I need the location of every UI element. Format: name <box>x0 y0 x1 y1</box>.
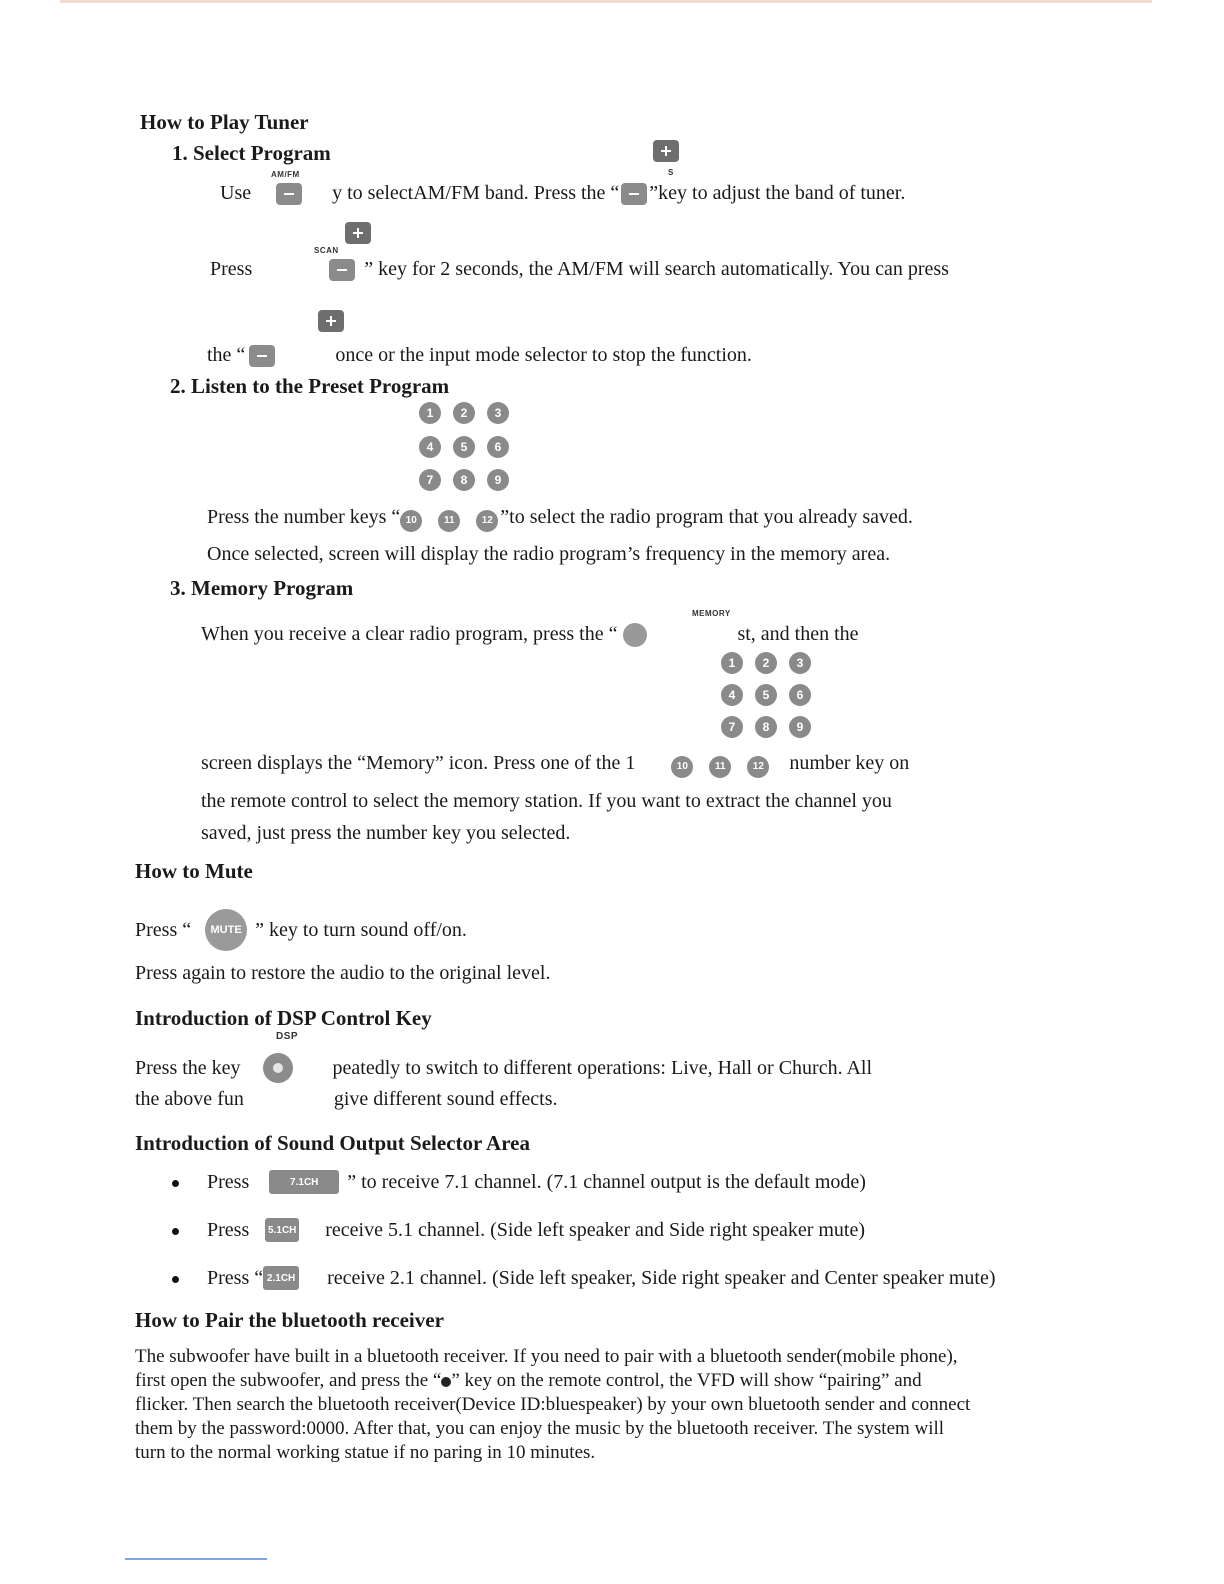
keypad-row-3 <box>413 469 515 491</box>
dsp-line1-a: Press the key <box>135 1056 241 1079</box>
heading-dsp: Introduction of DSP Control Key <box>135 1006 432 1030</box>
step1-line2-a: Press <box>210 258 253 280</box>
keypad-row-2 <box>715 684 817 706</box>
bluetooth-pair-icon <box>441 1377 451 1387</box>
step3-line2-a: screen displays the “Memory” icon. Press one of the 1 <box>201 752 636 774</box>
dsp-line2-a: the above fun <box>135 1088 244 1110</box>
heading-output-selector: Introduction of Sound Output Selector Area <box>135 1131 530 1155</box>
step3-line3: the remote control to select the memory station. If you want to extract the channel you <box>201 790 892 812</box>
step2-line1-a: Press the number keys “ <box>207 506 401 528</box>
number-key: 11 <box>438 510 460 532</box>
dsp-label: DSP <box>276 1031 299 1042</box>
keypad-row-1 <box>715 652 817 674</box>
output-text: receive 2.1 channel. (Side left speaker, Side right speaker and Center speaker mute) <box>327 1266 996 1289</box>
scan-label: SCAN <box>314 246 339 255</box>
keypad-row-3 <box>715 716 817 738</box>
step1-title: 1. Select Program <box>172 141 331 165</box>
step1-line2-b: ” key for 2 seconds, the AM/FM will search automatically. You can press <box>364 258 949 280</box>
stop-plus-key-icon <box>318 310 344 332</box>
dsp-key-icon <box>263 1053 293 1083</box>
bullet <box>172 1276 179 1283</box>
amfm-label: AM/FM <box>271 170 300 179</box>
step1-line3-b: once or the input mode selector to stop the function. <box>335 344 752 366</box>
heading-play-tuner: How to Play Tuner <box>140 110 309 134</box>
pair-line5: turn to the normal working statue if no paring in 10 minutes. <box>135 1442 596 1463</box>
step3-line4: saved, just press the number key you selected. <box>201 822 571 844</box>
number-key: 5 <box>453 436 475 458</box>
step3-line1-b: st, and then the <box>737 623 859 645</box>
keypad-row-1 <box>413 402 515 424</box>
scan-minus-key-icon <box>329 259 355 281</box>
scan-plus-key-icon <box>345 222 371 244</box>
keypad-row-2 <box>413 436 515 458</box>
number-key: 7 <box>419 469 441 491</box>
pair-line1: The subwoofer have built in a bluetooth receiver. If you need to pair with a bluetooth sender(mobile phone), <box>135 1346 958 1367</box>
top-rule <box>60 0 1152 3</box>
output-prefix: Press “ <box>207 1266 264 1289</box>
number-key: 9 <box>789 716 811 738</box>
2-1ch-button: 2.1CH <box>263 1266 299 1290</box>
number-key: 2 <box>755 652 777 674</box>
mute-line1-a: Press “ <box>135 918 192 941</box>
output-text: receive 5.1 channel. (Side left speaker and Side right speaker mute) <box>325 1218 866 1241</box>
step1-line1-c: ”key to adjust the band of tuner. <box>649 182 906 204</box>
number-key: 8 <box>755 716 777 738</box>
step1-line1-b: y to selectAM/FM band. Press the “ <box>332 182 620 204</box>
number-key: 12 <box>747 756 769 778</box>
heading-mute: How to Mute <box>135 859 253 883</box>
step3-line2-b: number key on <box>789 752 910 774</box>
plus-key-icon <box>653 140 679 162</box>
minus-key-icon <box>621 183 647 205</box>
number-key: 5 <box>755 684 777 706</box>
step3-title: 3. Memory Program <box>170 576 354 600</box>
number-key: 6 <box>789 684 811 706</box>
number-key: 11 <box>709 756 731 778</box>
number-key: 6 <box>487 436 509 458</box>
bottom-rule <box>125 1558 267 1560</box>
pair-line4: them by the password:0000. After that, you can enjoy the music by the bluetooth receiver. The system will <box>135 1418 945 1439</box>
mute-line1-b: ” key to turn sound off/on. <box>255 918 467 941</box>
pair-line2-b: ” key on the remote control, the VFD will show “pairing” and <box>451 1370 922 1391</box>
heading-pair: How to Pair the bluetooth receiver <box>135 1308 444 1332</box>
number-key: 7 <box>721 716 743 738</box>
number-key: 12 <box>476 510 498 532</box>
pair-line3: flicker. Then search the bluetooth receiver(Device ID:bluespeaker) by your own bluetooth sender and connect <box>135 1394 971 1415</box>
number-key: 8 <box>453 469 475 491</box>
5-1ch-button: 5.1CH <box>265 1218 299 1242</box>
step3-line1-a: When you receive a clear radio program, press the “ <box>201 623 618 645</box>
memory-label: MEMORY <box>692 609 731 618</box>
number-key: 2 <box>453 402 475 424</box>
step2-line2: Once selected, screen will display the radio program’s frequency in the memory area. <box>207 543 891 565</box>
bullet <box>172 1228 179 1235</box>
pair-line2-a: first open the subwoofer, and press the “ <box>135 1370 442 1391</box>
7-1ch-button: 7.1CH <box>269 1170 339 1194</box>
output-text: ” to receive 7.1 channel. (7.1 channel output is the default mode) <box>347 1170 866 1193</box>
step1-line3-a: the “ <box>207 344 246 366</box>
memory-key-icon <box>623 623 647 647</box>
number-key: 4 <box>721 684 743 706</box>
number-key: 1 <box>419 402 441 424</box>
step2-title: 2. Listen to the Preset Program <box>170 374 450 398</box>
number-key: 10 <box>400 510 422 532</box>
number-key: 3 <box>789 652 811 674</box>
number-key: 4 <box>419 436 441 458</box>
dsp-line2-b: give different sound effects. <box>333 1088 558 1110</box>
number-key: 9 <box>487 469 509 491</box>
number-key: 3 <box>487 402 509 424</box>
s-label: S <box>668 168 674 177</box>
mute-line2: Press again to restore the audio to the original level. <box>135 962 551 984</box>
dsp-line1-b: peatedly to switch to different operations: Live, Hall or Church. All <box>332 1056 873 1079</box>
output-prefix: Press <box>207 1170 250 1193</box>
number-key: 1 <box>721 652 743 674</box>
stop-minus-key-icon <box>249 345 275 367</box>
mute-button-icon: MUTE <box>205 909 247 951</box>
amfm-key-icon <box>276 183 302 205</box>
step2-line1-b: ”to select the radio program that you already saved. <box>500 506 913 528</box>
step1-line1-a: Use <box>220 182 252 204</box>
bullet <box>172 1180 179 1187</box>
number-key: 10 <box>671 756 693 778</box>
pair-paragraph <box>135 1345 1085 1465</box>
output-prefix: Press <box>207 1218 250 1241</box>
